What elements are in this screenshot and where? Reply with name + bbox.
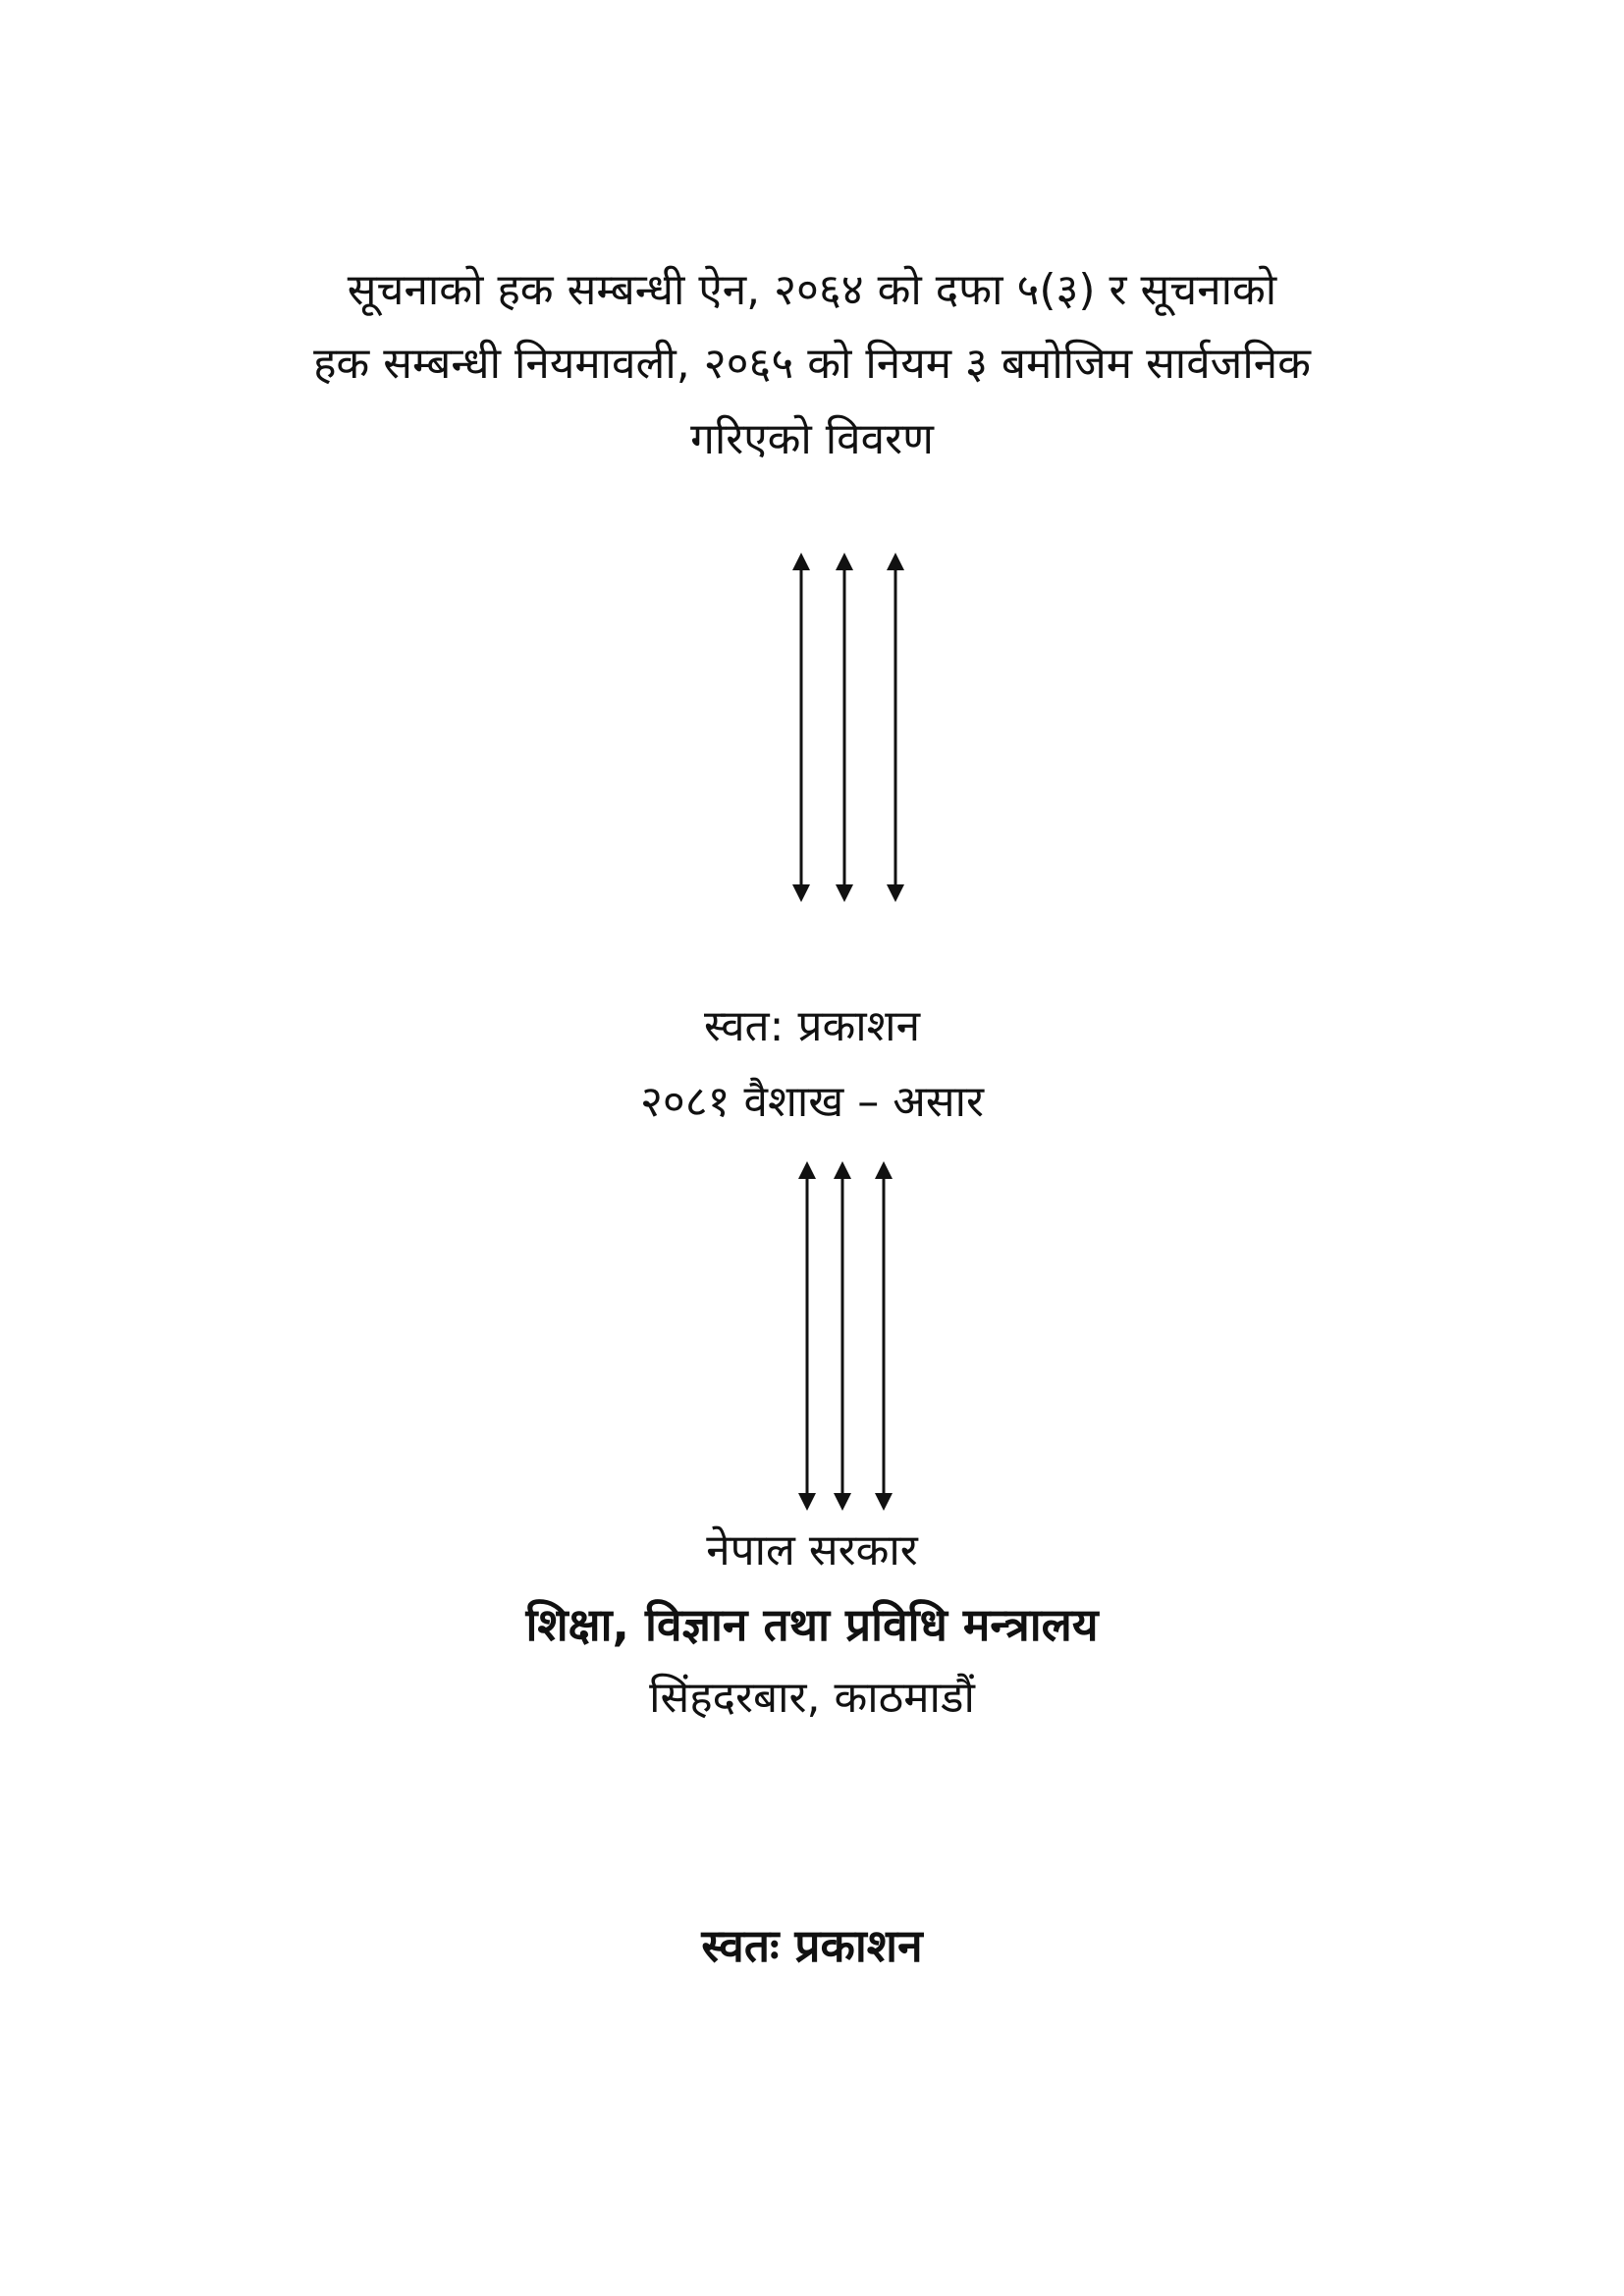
double-arrows-top-icon — [776, 550, 913, 903]
publication-period: २०८१ वैशाख – असार — [639, 1077, 984, 1127]
document-title-line-3: गरिएको विवरण — [690, 414, 934, 464]
footer-publication-label: स्वतः प्रकाशन — [701, 1919, 923, 1972]
double-arrows-bottom-icon — [785, 1158, 903, 1512]
document-title-line-1: सूचनाको हक सम्बन्धी ऐन, २०६४ को दफा ५(३) र सूचनाको — [347, 265, 1277, 315]
publication-type: स्वत: प्रकाशन — [703, 1001, 921, 1051]
ministry-name: शिक्षा, विज्ञान तथा प्रविधि मन्त्रालय — [525, 1598, 1099, 1651]
government-name: नेपाल सरकार — [706, 1525, 918, 1575]
office-location: सिंहदरबार, काठमाडौं — [649, 1673, 975, 1723]
document-title-line-2: हक सम्बन्धी नियमावली, २०६५ को नियम ३ बमोजिम सार्वजनिक — [313, 339, 1311, 389]
